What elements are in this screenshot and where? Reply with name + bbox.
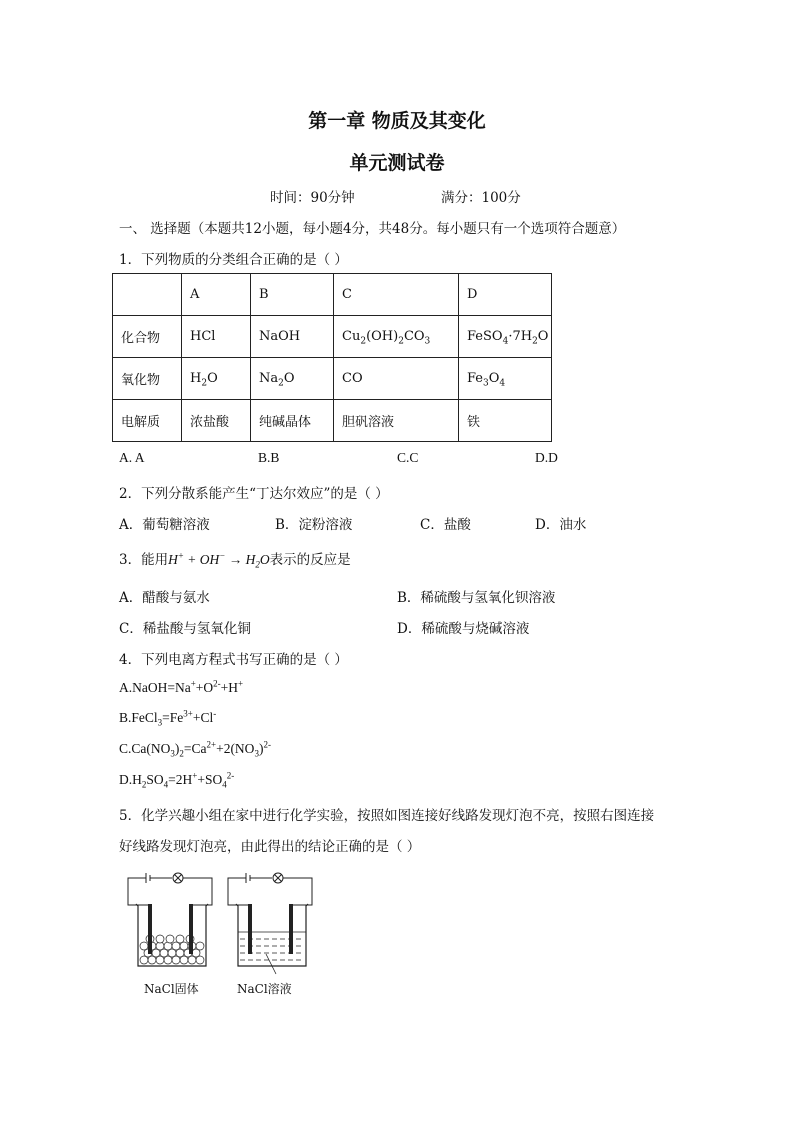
table-cell: 铁 <box>459 400 552 442</box>
q1-option-c[interactable]: C.C <box>397 450 419 465</box>
table-row <box>113 274 552 316</box>
time-limit: 时间：90分钟 <box>270 190 355 206</box>
fig-label-nacl-solution: NaCl溶液 <box>237 982 292 996</box>
full-score: 满分：100分 <box>441 190 521 206</box>
right-electrode-2 <box>289 904 293 954</box>
table-header-cell: B <box>251 274 334 316</box>
q3-option-c[interactable]: C．稀盐酸与氢氧化铜 <box>119 621 251 637</box>
q1-option-b[interactable]: B.B <box>258 450 280 465</box>
table-cell: 纯碱晶体 <box>251 400 334 442</box>
table-header-cell: A <box>182 274 251 316</box>
q3-stem-prefix: 3．能用 <box>119 552 169 568</box>
table-row <box>113 400 552 442</box>
table-cell: $Cu_2(OH)_2CO_3$ <box>334 316 459 358</box>
table-cell: NaOH <box>251 316 334 358</box>
q2-option-b[interactable]: B．淀粉溶液 <box>275 517 353 533</box>
left-circuit <box>128 873 212 905</box>
label-pointer-line <box>266 954 276 974</box>
q1-stem: 1．下列物质的分类组合正确的是（ ） <box>119 252 348 268</box>
page-subtitle: 单元测试卷 <box>349 152 445 174</box>
right-electrode-1 <box>248 904 252 954</box>
q4-option-c[interactable]: $C.Ca(NO_3)_2=Ca^{2+}+2(NO_3)^{2-}$ <box>119 739 271 759</box>
q4-option-b[interactable]: $B.FeCl_3=Fe^{3+}+Cl^-$ <box>119 708 217 728</box>
q2-option-a[interactable]: A．葡萄糖溶液 <box>119 517 210 533</box>
table-cell: $Na_2O$ <box>251 358 334 400</box>
q4-option-d[interactable]: $D.H_2SO_4=2H^++SO_4^{2-}$ <box>119 770 235 790</box>
left-electrode-2 <box>189 904 193 954</box>
table-cell: CO <box>334 358 459 400</box>
q3-option-a[interactable]: A．醋酸与氨水 <box>119 590 210 606</box>
table-row-label: 氧化物 <box>113 358 182 400</box>
q5-conductivity-figure <box>124 868 324 998</box>
table-cell <box>113 274 182 316</box>
q1-option-a[interactable]: A. A <box>119 450 145 465</box>
q3-option-b[interactable]: B．稀硫酸与氢氧化钡溶液 <box>397 590 556 606</box>
q2-option-c[interactable]: C．盐酸 <box>420 517 471 533</box>
left-electrode-1 <box>148 904 152 954</box>
section-heading: 一、 选择题（本题共12小题，每小题4分，共48分。每小题只有一个选项符合题意） <box>119 221 626 237</box>
q2-option-d[interactable]: D．油水 <box>535 517 587 533</box>
q3-stem <box>119 548 351 568</box>
table-header-cell: C <box>334 274 459 316</box>
table-row <box>113 316 552 358</box>
right-circuit <box>228 873 312 905</box>
right-beaker <box>236 904 308 966</box>
table-row-label: 电解质 <box>113 400 182 442</box>
table-cell: $FeSO_4\cdot 7H_2O$ <box>459 316 552 358</box>
q5-stem-line2: 好线路发现灯泡亮，由此得出的结论正确的是（ ） <box>119 839 421 855</box>
table-header-cell: D <box>459 274 552 316</box>
q3-ionic-equation: $H^+ + OH^- \to H_2O$ <box>168 550 270 570</box>
q1-option-d[interactable]: D.D <box>535 450 558 465</box>
chapter-title: 第一章 物质及其变化 <box>308 110 486 132</box>
q3-stem-suffix: 表示的反应是 <box>269 552 351 568</box>
table-row-label: 化合物 <box>113 316 182 358</box>
table-cell: 胆矾溶液 <box>334 400 459 442</box>
table-cell: $H_2O$ <box>182 358 251 400</box>
conductivity-apparatus-diagram <box>124 868 324 978</box>
q5-stem-line1: 5．化学兴趣小组在家中进行化学实验，按照如图连接好线路发现灯泡不亮，按照右图连接 <box>119 808 655 824</box>
q3-option-d[interactable]: D．稀硫酸与烧碱溶液 <box>397 621 530 637</box>
q4-option-a[interactable]: $A.NaOH=Na^++O^{2-}+H^+$ <box>119 678 244 695</box>
fig-label-nacl-solid: NaCl固体 <box>144 982 199 996</box>
table-cell: HCl <box>182 316 251 358</box>
q2-stem: 2．下列分散系能产生“丁达尔效应”的是（ ） <box>119 486 389 502</box>
q4-stem: 4．下列电离方程式书写正确的是（ ） <box>119 652 348 668</box>
table-row <box>113 358 552 400</box>
q1-classification-table <box>112 273 552 442</box>
table-cell: 浓盐酸 <box>182 400 251 442</box>
table-cell: $Fe_3O_4$ <box>459 358 552 400</box>
